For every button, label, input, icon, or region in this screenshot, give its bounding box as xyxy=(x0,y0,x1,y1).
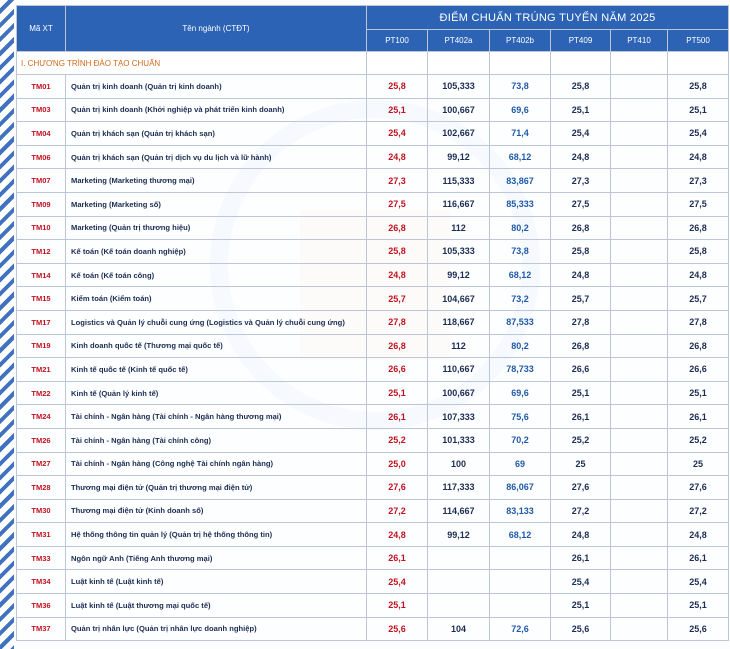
cell-pt402a: 101,333 xyxy=(428,428,490,452)
cell-name: Kế toán (Kế toán doanh nghiệp) xyxy=(66,240,367,264)
cell-pt500: 25,7 xyxy=(668,287,729,311)
cell-pt409: 24,8 xyxy=(551,523,611,547)
cell-pt410 xyxy=(611,381,668,405)
cell-pt402b: 73,8 xyxy=(490,240,551,264)
cell-name: Tài chính - Ngân hàng (Công nghệ Tài chính ngân hàng) xyxy=(66,452,367,476)
cell-pt402b: 78,733 xyxy=(490,358,551,382)
cell-pt402a: 117,333 xyxy=(428,476,490,500)
cell-name: Kế toán (Kế toán công) xyxy=(66,263,367,287)
cell-pt402a: 100,667 xyxy=(428,381,490,405)
header-code: Mã XT xyxy=(17,6,66,52)
cell-pt500: 25,1 xyxy=(668,98,729,122)
cell-pt500: 26,8 xyxy=(668,334,729,358)
header-method: PT402b xyxy=(490,30,551,52)
cell-pt402b: 85,333 xyxy=(490,192,551,216)
cell-pt402b: 80,2 xyxy=(490,334,551,358)
cell-pt402b: 86,067 xyxy=(490,476,551,500)
cell-pt409: 27,5 xyxy=(551,192,611,216)
cell-pt402a: 104,667 xyxy=(428,287,490,311)
cell-code: TM30 xyxy=(17,499,66,523)
table-row xyxy=(17,499,729,523)
header-program-name: Tên ngành (CTĐT) xyxy=(66,6,367,52)
cell-pt410 xyxy=(611,546,668,570)
table-row xyxy=(17,145,729,169)
cell-pt410 xyxy=(611,98,668,122)
cell-code: TM19 xyxy=(17,334,66,358)
cell-pt500: 24,8 xyxy=(668,145,729,169)
cell-pt402a: 105,333 xyxy=(428,240,490,264)
cell-pt402b: 68,12 xyxy=(490,263,551,287)
cell-pt402a: 112 xyxy=(428,334,490,358)
cell-pt402a xyxy=(428,594,490,618)
cell-pt402a: 115,333 xyxy=(428,169,490,193)
cell-pt409: 25,7 xyxy=(551,287,611,311)
cell-name: Luật kinh tế (Luật thương mại quốc tế) xyxy=(66,594,367,618)
cell-code: TM06 xyxy=(17,145,66,169)
cell-pt402b: 87,533 xyxy=(490,310,551,334)
cell-pt409: 25,1 xyxy=(551,98,611,122)
table-row xyxy=(17,358,729,382)
cell-pt409: 25,2 xyxy=(551,428,611,452)
table-row xyxy=(17,452,729,476)
cell-pt402b: 69,6 xyxy=(490,98,551,122)
cell-pt410 xyxy=(611,617,668,641)
cell-pt409: 26,8 xyxy=(551,334,611,358)
header-method: PT410 xyxy=(611,30,668,52)
cell-pt409: 26,1 xyxy=(551,405,611,429)
cell-pt402b: 80,2 xyxy=(490,216,551,240)
cell-pt500: 25,1 xyxy=(668,594,729,618)
cell-pt100: 26,8 xyxy=(367,216,428,240)
cell-code: TM01 xyxy=(17,75,66,99)
cell-name: Marketing (Marketing số) xyxy=(66,192,367,216)
cell-pt500: 26,1 xyxy=(668,405,729,429)
cell-pt500: 27,2 xyxy=(668,499,729,523)
cell-pt402a: 107,333 xyxy=(428,405,490,429)
cell-code: TM36 xyxy=(17,594,66,618)
cell-pt410 xyxy=(611,122,668,146)
cell-pt100: 25,4 xyxy=(367,570,428,594)
cell-pt402a: 100 xyxy=(428,452,490,476)
cell-pt100: 25,1 xyxy=(367,381,428,405)
table-row xyxy=(17,287,729,311)
cell-pt409: 24,8 xyxy=(551,145,611,169)
cell-pt500: 26,6 xyxy=(668,358,729,382)
cell-pt500: 25,1 xyxy=(668,381,729,405)
cell-code: TM17 xyxy=(17,310,66,334)
cell-pt410 xyxy=(611,594,668,618)
table-row xyxy=(17,310,729,334)
cell-pt410 xyxy=(611,570,668,594)
cell-name: Luật kinh tế (Luật kinh tế) xyxy=(66,570,367,594)
cell-name: Hệ thống thông tin quản lý (Quản trị hệ thống thông tin) xyxy=(66,523,367,547)
cell-pt409: 25,4 xyxy=(551,570,611,594)
cell-code: TM10 xyxy=(17,216,66,240)
cell-pt402b xyxy=(490,546,551,570)
table-row xyxy=(17,523,729,547)
cell-pt402a: 112 xyxy=(428,216,490,240)
table-row xyxy=(17,617,729,641)
cell-pt402b: 68,12 xyxy=(490,145,551,169)
cell-pt402b: 69,6 xyxy=(490,381,551,405)
cell-pt409: 27,8 xyxy=(551,310,611,334)
cell-pt500: 27,5 xyxy=(668,192,729,216)
cell-pt100: 25,4 xyxy=(367,122,428,146)
cell-pt402b: 69 xyxy=(490,452,551,476)
cell-pt410 xyxy=(611,452,668,476)
cell-name: Kinh tế quốc tế (Kinh tế quốc tế) xyxy=(66,358,367,382)
cell-pt500: 27,8 xyxy=(668,310,729,334)
cell-name: Quản trị khách sạn (Quản trị khách sạn) xyxy=(66,122,367,146)
cell-pt100: 27,3 xyxy=(367,169,428,193)
cell-pt402b: 68,12 xyxy=(490,523,551,547)
cell-pt500: 25,4 xyxy=(668,570,729,594)
cell-pt402a: 99,12 xyxy=(428,263,490,287)
cell-pt402a: 114,667 xyxy=(428,499,490,523)
decorative-stripes xyxy=(0,0,14,649)
cell-pt100: 26,6 xyxy=(367,358,428,382)
cell-pt410 xyxy=(611,310,668,334)
cell-name: Marketing (Quản trị thương hiệu) xyxy=(66,216,367,240)
cell-pt100: 26,1 xyxy=(367,546,428,570)
cell-pt500: 25,2 xyxy=(668,428,729,452)
header-main-title: ĐIỂM CHUẨN TRÚNG TUYỂN NĂM 2025 xyxy=(367,6,729,30)
cell-pt500: 25,4 xyxy=(668,122,729,146)
cell-pt409: 26,1 xyxy=(551,546,611,570)
cell-pt500: 25,8 xyxy=(668,240,729,264)
admission-score-table xyxy=(16,5,729,641)
cell-pt402a: 99,12 xyxy=(428,145,490,169)
cell-name: Quản trị kinh doanh (Quản trị kinh doanh) xyxy=(66,75,367,99)
cell-pt500: 26,8 xyxy=(668,216,729,240)
cell-pt409: 25,8 xyxy=(551,75,611,99)
cell-pt409: 27,2 xyxy=(551,499,611,523)
cell-code: TM37 xyxy=(17,617,66,641)
cell-pt100: 25,7 xyxy=(367,287,428,311)
table-row xyxy=(17,405,729,429)
cell-pt100: 27,5 xyxy=(367,192,428,216)
cell-name: Ngôn ngữ Anh (Tiếng Anh thương mại) xyxy=(66,546,367,570)
cell-pt100: 25,1 xyxy=(367,98,428,122)
cell-name: Quản trị nhân lực (Quản trị nhân lực doanh nghiệp) xyxy=(66,617,367,641)
cell-pt402a: 99,12 xyxy=(428,523,490,547)
cell-code: TM14 xyxy=(17,263,66,287)
table-row xyxy=(17,263,729,287)
cell-pt402a xyxy=(428,570,490,594)
cell-pt410 xyxy=(611,216,668,240)
cell-pt410 xyxy=(611,75,668,99)
cell-pt409: 25,6 xyxy=(551,617,611,641)
table-row xyxy=(17,192,729,216)
table-row xyxy=(17,428,729,452)
table-row xyxy=(17,240,729,264)
cell-pt402b: 72,6 xyxy=(490,617,551,641)
cell-pt409: 25,8 xyxy=(551,240,611,264)
cell-pt410 xyxy=(611,499,668,523)
cell-code: TM31 xyxy=(17,523,66,547)
cell-code: TM09 xyxy=(17,192,66,216)
cell-pt100: 27,2 xyxy=(367,499,428,523)
cell-name: Quản trị kinh doanh (Khởi nghiệp và phát triển kinh doanh) xyxy=(66,98,367,122)
cell-pt100: 24,8 xyxy=(367,523,428,547)
cell-pt402b xyxy=(490,594,551,618)
cell-name: Thương mại điện tử (Kinh doanh số) xyxy=(66,499,367,523)
cell-code: TM26 xyxy=(17,428,66,452)
table-row xyxy=(17,98,729,122)
cell-pt100: 26,1 xyxy=(367,405,428,429)
cell-pt402a: 104 xyxy=(428,617,490,641)
cell-pt100: 26,8 xyxy=(367,334,428,358)
cell-code: TM33 xyxy=(17,546,66,570)
cell-pt410 xyxy=(611,240,668,264)
cell-pt410 xyxy=(611,263,668,287)
cell-pt410 xyxy=(611,192,668,216)
table-row xyxy=(17,546,729,570)
cell-code: TM34 xyxy=(17,570,66,594)
cell-pt402b: 83,867 xyxy=(490,169,551,193)
cell-pt402a: 102,667 xyxy=(428,122,490,146)
cell-pt409: 25,1 xyxy=(551,381,611,405)
cell-name: Kinh doanh quốc tế (Thương mại quốc tế) xyxy=(66,334,367,358)
cell-pt100: 24,8 xyxy=(367,263,428,287)
cell-name: Quản trị khách sạn (Quản trị dịch vụ du lịch và lữ hành) xyxy=(66,145,367,169)
section-title: I. CHƯƠNG TRÌNH ĐÀO TẠO CHUẨN xyxy=(17,52,367,75)
cell-pt402a: 105,333 xyxy=(428,75,490,99)
cell-pt100: 25,8 xyxy=(367,240,428,264)
cell-pt100: 25,8 xyxy=(367,75,428,99)
cell-pt409: 26,6 xyxy=(551,358,611,382)
cell-pt500: 27,3 xyxy=(668,169,729,193)
cell-pt500: 24,8 xyxy=(668,523,729,547)
cell-code: TM04 xyxy=(17,122,66,146)
cell-pt402a: 110,667 xyxy=(428,358,490,382)
table-row xyxy=(17,594,729,618)
cell-name: Marketing (Marketing thương mại) xyxy=(66,169,367,193)
cell-code: TM12 xyxy=(17,240,66,264)
cell-pt100: 25,2 xyxy=(367,428,428,452)
cell-pt410 xyxy=(611,428,668,452)
cell-pt402b: 73,8 xyxy=(490,75,551,99)
header-method: PT402a xyxy=(428,30,490,52)
cell-pt500: 25 xyxy=(668,452,729,476)
cell-pt100: 27,6 xyxy=(367,476,428,500)
cell-pt409: 27,6 xyxy=(551,476,611,500)
cell-pt100: 25,6 xyxy=(367,617,428,641)
cell-pt409: 25,1 xyxy=(551,594,611,618)
cell-pt100: 27,8 xyxy=(367,310,428,334)
cell-code: TM28 xyxy=(17,476,66,500)
cell-pt410 xyxy=(611,358,668,382)
cell-pt410 xyxy=(611,169,668,193)
table-row xyxy=(17,75,729,99)
cell-pt410 xyxy=(611,405,668,429)
table-row xyxy=(17,570,729,594)
cell-pt410 xyxy=(611,523,668,547)
cell-code: TM15 xyxy=(17,287,66,311)
cell-pt410 xyxy=(611,145,668,169)
header-method: PT409 xyxy=(551,30,611,52)
table-row xyxy=(17,381,729,405)
table-row xyxy=(17,334,729,358)
section-row xyxy=(17,52,729,75)
cell-pt402b: 75,6 xyxy=(490,405,551,429)
cell-pt409: 25,4 xyxy=(551,122,611,146)
cell-pt100: 24,8 xyxy=(367,145,428,169)
cell-pt410 xyxy=(611,476,668,500)
cell-pt409: 26,8 xyxy=(551,216,611,240)
cell-pt500: 25,8 xyxy=(668,75,729,99)
cell-pt402b: 73,2 xyxy=(490,287,551,311)
cell-pt100: 25,1 xyxy=(367,594,428,618)
table-row xyxy=(17,476,729,500)
cell-name: Tài chính - Ngân hàng (Tài chính công) xyxy=(66,428,367,452)
cell-pt402b: 83,133 xyxy=(490,499,551,523)
cell-pt500: 24,8 xyxy=(668,263,729,287)
cell-pt402b xyxy=(490,570,551,594)
cell-pt402a: 100,667 xyxy=(428,98,490,122)
cell-pt100: 25,0 xyxy=(367,452,428,476)
cell-pt500: 25,6 xyxy=(668,617,729,641)
cell-pt402b: 70,2 xyxy=(490,428,551,452)
cell-pt402a: 116,667 xyxy=(428,192,490,216)
cell-code: TM07 xyxy=(17,169,66,193)
cell-pt500: 27,6 xyxy=(668,476,729,500)
cell-pt410 xyxy=(611,287,668,311)
cell-pt402a xyxy=(428,546,490,570)
cell-name: Kiểm toán (Kiểm toán) xyxy=(66,287,367,311)
header-method: PT100 xyxy=(367,30,428,52)
cell-pt409: 25 xyxy=(551,452,611,476)
cell-pt500: 26,1 xyxy=(668,546,729,570)
table-row xyxy=(17,216,729,240)
cell-code: TM27 xyxy=(17,452,66,476)
cell-pt409: 27,3 xyxy=(551,169,611,193)
cell-name: Tài chính - Ngân hàng (Tài chính - Ngân hàng thương mại) xyxy=(66,405,367,429)
cell-name: Thương mại điện tử (Quản trị thương mại điện tử) xyxy=(66,476,367,500)
table-row xyxy=(17,169,729,193)
cell-code: TM22 xyxy=(17,381,66,405)
table-row xyxy=(17,122,729,146)
cell-code: TM24 xyxy=(17,405,66,429)
cell-name: Logistics và Quản lý chuỗi cung ứng (Logistics và Quản lý chuỗi cung ứng) xyxy=(66,310,367,334)
cell-pt409: 24,8 xyxy=(551,263,611,287)
cell-code: TM03 xyxy=(17,98,66,122)
cell-name: Kinh tế (Quản lý kinh tế) xyxy=(66,381,367,405)
cell-pt410 xyxy=(611,334,668,358)
cell-code: TM21 xyxy=(17,358,66,382)
cell-pt402a: 118,667 xyxy=(428,310,490,334)
header-method: PT500 xyxy=(668,30,729,52)
cell-pt402b: 71,4 xyxy=(490,122,551,146)
